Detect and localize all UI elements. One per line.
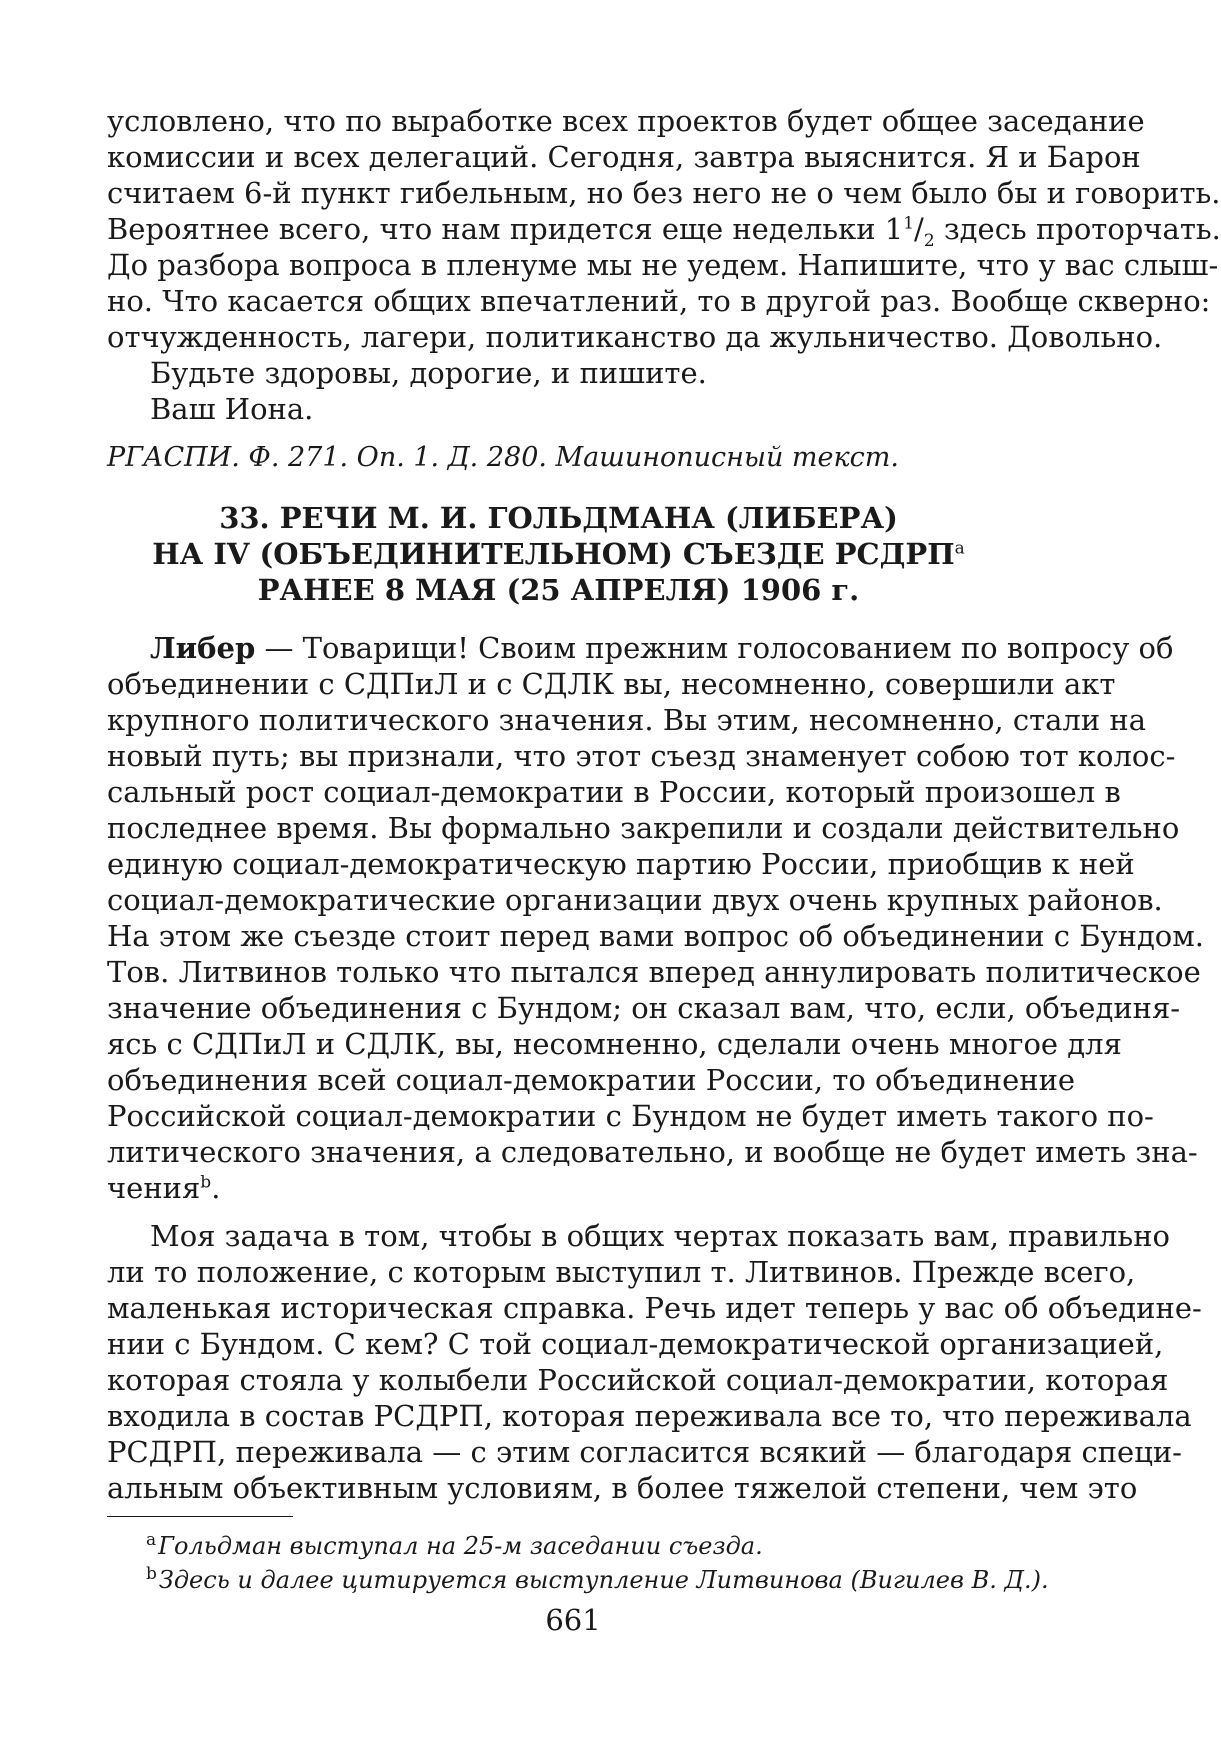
speech-line: ясь с СДПиЛ и СДЛК, вы, несомненно, сделали очень многое для: [107, 1027, 1122, 1061]
signature-line: Ваш Иона.: [150, 392, 314, 426]
intro-line: комиссии и всех делегаций. Сегодня, завтра выяснится. Я и Барон: [107, 140, 1141, 174]
footnote-mark: a: [146, 1530, 157, 1550]
paragraph-line: альным объективным условиям, в более тяжелой степени, чем это: [107, 1471, 1138, 1505]
paragraph-first-line: Моя задача в том, чтобы в общих чертах показать вам, правильно: [150, 1219, 1171, 1253]
speech-line: крупного политического значения. Вы этим, несомненно, стали на: [107, 703, 1147, 737]
speech-line: значение объединения с Бундом; он сказал вам, что, если, объединя-: [107, 991, 1181, 1025]
page-number: 661: [545, 1603, 601, 1637]
fraction-numerator: 1: [903, 213, 915, 234]
speech-line: последнее время. Вы формально закрепили и создали действительно: [107, 811, 1180, 845]
paragraph-line: ли то положение, с которым выступил т. Литвинов. Прежде всего,: [107, 1255, 1136, 1289]
speech-line: социал-демократические организации двух очень крупных районов.: [107, 883, 1163, 917]
footnote-a: [146, 1530, 763, 1562]
intro-line: отчужденность, лагери, политиканство да жульничество. Довольно.: [107, 320, 1163, 354]
fraction-slash: /: [914, 212, 924, 246]
section-heading-line: [107, 536, 1010, 572]
speech-line: единую социал-демократическую партию России, приобщив к ней: [107, 847, 1135, 881]
archive-source: РГАСПИ. Ф. 271. Оп. 1. Д. 280. Машинописный текст.: [107, 442, 899, 473]
speech-line: объединения всей социал-демократии России, то объединение: [107, 1063, 1076, 1097]
footnote-text: Здесь и далее цитируется выступление Литвинова (Вигилев В. Д.).: [158, 1566, 1049, 1594]
speech-line: литического значения, а следовательно, и вообще не будет иметь зна-: [107, 1135, 1198, 1169]
intro-line-part: Вероятнее всего, что нам придется еще недельки 1: [107, 212, 904, 246]
speech-first-line: [150, 630, 1174, 666]
intro-line-part: здесь проторчать.: [934, 212, 1221, 246]
section-heading-line: РАНЕЕ 8 МАЯ (25 АПРЕЛЯ) 1906 г.: [257, 573, 860, 607]
section-heading-line: 33. РЕЧИ М. И. ГОЛЬДМАНА (ЛИБЕРА): [219, 501, 898, 535]
footnote-ref-b: b: [200, 1172, 212, 1193]
period: .: [211, 1171, 221, 1205]
intro-line-fraction: [107, 211, 1221, 251]
speech-text: — Товарищи! Своим прежним голосованием по вопросу об: [255, 631, 1174, 665]
footnote-b: [146, 1564, 1049, 1596]
intro-line: считаем 6-й пункт гибельным, но без него не о чем было бы и говорить.: [107, 176, 1221, 210]
speech-last-line: [107, 1170, 1010, 1206]
paragraph-line: нии с Бундом. С кем? С той социал-демократической организацией,: [107, 1327, 1164, 1361]
footnote-mark: b: [146, 1564, 157, 1584]
fraction-denominator: 2: [923, 230, 935, 251]
speech-line: объединении с СДПиЛ и с СДЛК вы, несомненно, совершили акт: [107, 667, 1116, 701]
section-heading-text: НА IV (ОБЪЕДИНИТЕЛЬНОМ) СЪЕЗДЕ РСДРП: [152, 537, 955, 571]
speaker-name: Либер: [150, 631, 256, 665]
footnote-text: Гольдман выступал на 25-м заседании съезда.: [158, 1532, 763, 1560]
footnote-ref-a: a: [954, 538, 965, 559]
speech-line: сальный рост социал-демократии в России, который произошел в: [107, 775, 1121, 809]
speech-line: На этом же съезде стоит перед вами вопрос об объединении с Бундом.: [107, 919, 1205, 953]
paragraph-line: которая стояла у колыбели Российской социал-демократии, которая: [107, 1363, 1169, 1397]
intro-line: условлено, что по выработке всех проектов будет общее заседание: [107, 104, 1145, 138]
paragraph-line: входила в состав РСДРП, которая переживала все то, что переживала: [107, 1399, 1192, 1433]
speech-line: Российской социал-демократии с Бундом не будет иметь такого по-: [107, 1099, 1154, 1133]
paragraph-line: РСДРП, переживала — с этим согласится всякий — благодаря специ-: [107, 1435, 1182, 1469]
closing-line: Будьте здоровы, дорогие, и пишите.: [150, 356, 707, 390]
intro-line: но. Что касается общих впечатлений, то в другой раз. Вообще скверно:: [107, 284, 1211, 318]
speech-line: Тов. Литвинов только что пытался вперед аннулировать политическое: [107, 955, 1201, 989]
footnote-divider: [107, 1516, 293, 1517]
intro-line: До разбора вопроса в пленуме мы не уедем. Напишите, что у вас слыш-: [107, 248, 1219, 282]
speech-text: чения: [107, 1171, 201, 1205]
paragraph-line: маленькая историческая справка. Речь идет теперь у вас об объедине-: [107, 1291, 1202, 1325]
speech-line: новый путь; вы признали, что этот съезд знаменует собою тот колос-: [107, 739, 1176, 773]
